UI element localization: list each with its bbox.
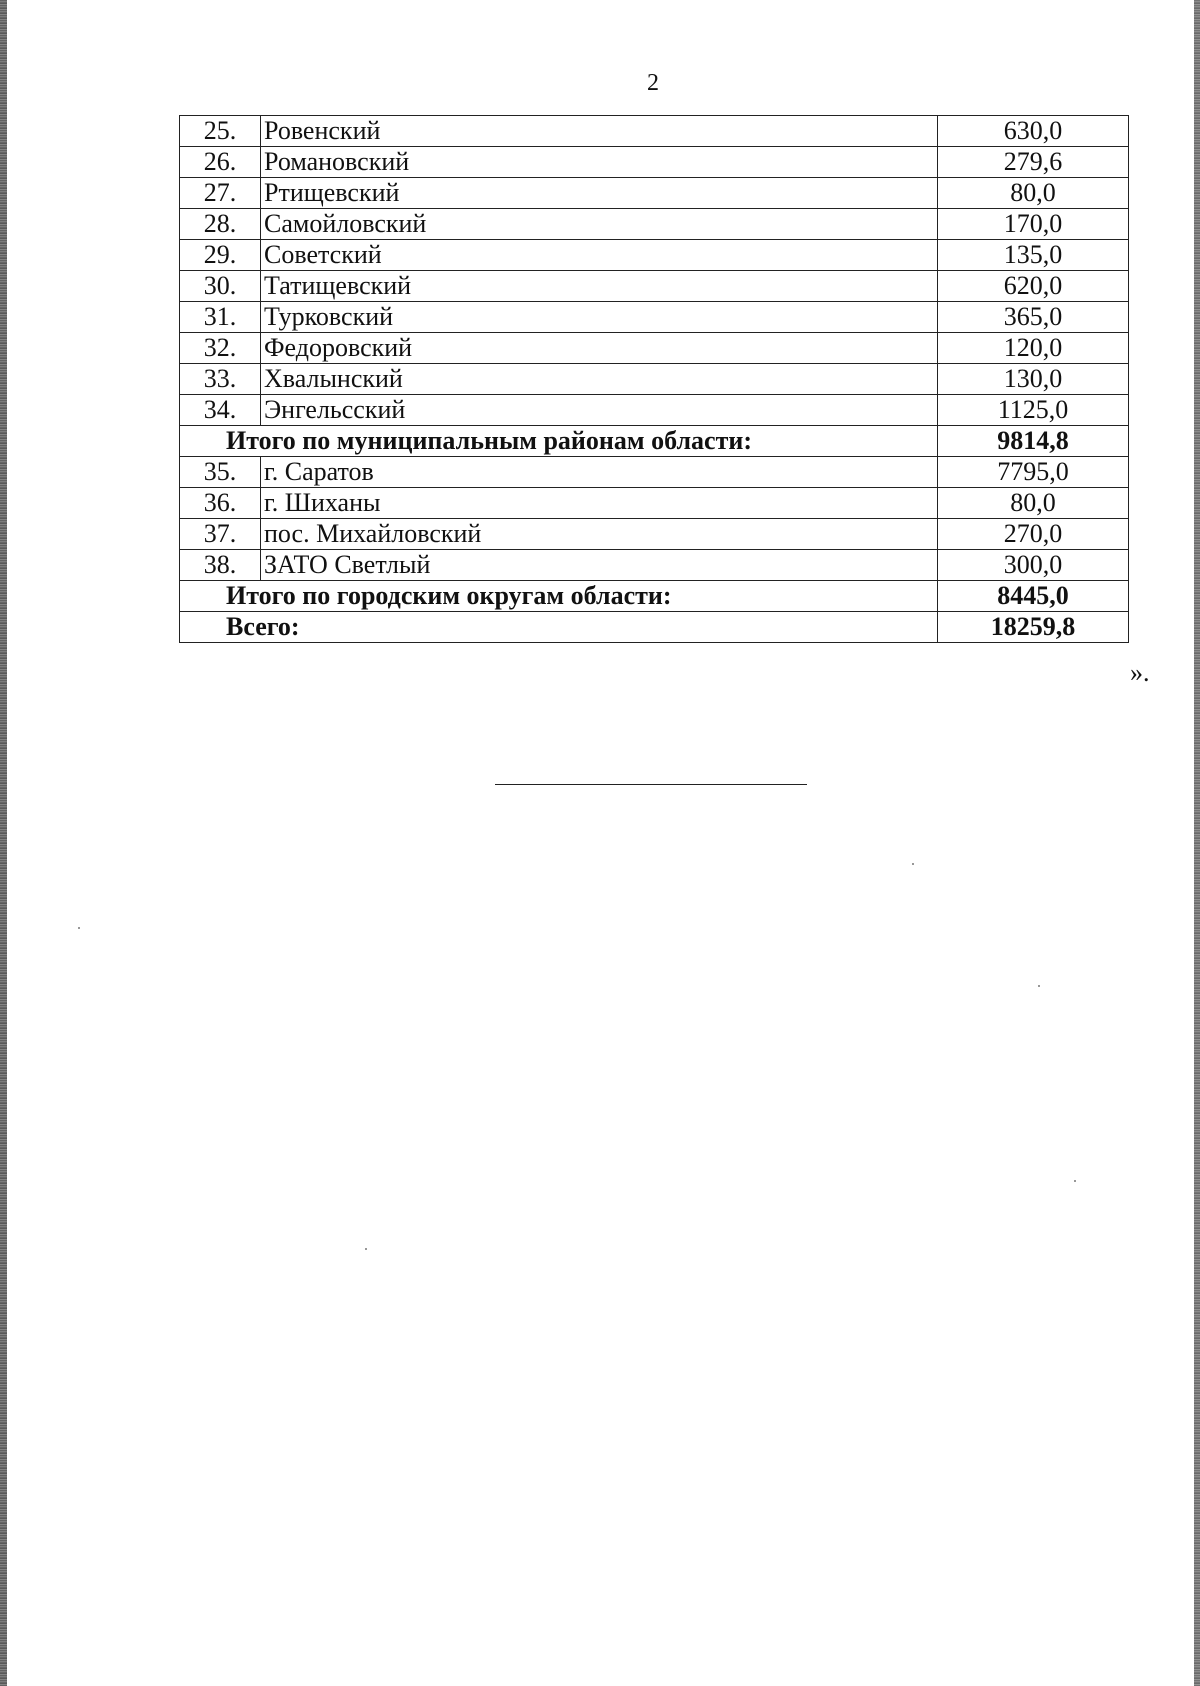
amount: 7795,0 [938,457,1129,488]
table-row [180,519,1129,550]
row-number: 33. [180,364,261,395]
row-number: 28. [180,209,261,240]
scan-edge-right [1194,0,1200,1686]
closing-quote: ». [1130,658,1150,687]
table-row [180,364,1129,395]
table-row [180,178,1129,209]
amount: 270,0 [938,519,1129,550]
end-of-document-rule [495,784,807,785]
row-number: 38. [180,550,261,581]
amount: 120,0 [938,333,1129,364]
amount: 620,0 [938,271,1129,302]
scan-edge-left [0,0,7,1686]
grand-total-row [180,612,1129,643]
table-row [180,271,1129,302]
row-number: 36. [180,488,261,519]
amount: 80,0 [938,178,1129,209]
row-number: 25. [180,116,261,147]
scan-speck [365,1248,367,1250]
district-name: Турковский [261,302,938,333]
amount: 135,0 [938,240,1129,271]
district-name: Самойловский [261,209,938,240]
district-name: Хвалынский [261,364,938,395]
amount: 300,0 [938,550,1129,581]
row-number: 37. [180,519,261,550]
district-name: Татищевский [261,271,938,302]
allocation-table-wrapper [179,115,1129,643]
table-row [180,550,1129,581]
district-name: Федоровский [261,333,938,364]
grand-total-value: 18259,8 [938,612,1129,643]
row-number: 31. [180,302,261,333]
amount: 630,0 [938,116,1129,147]
district-name: Ртищевский [261,178,938,209]
district-name: Советский [261,240,938,271]
amount: 1125,0 [938,395,1129,426]
table-row [180,333,1129,364]
table-row [180,457,1129,488]
allocation-table [179,115,1129,643]
row-number: 34. [180,395,261,426]
amount: 365,0 [938,302,1129,333]
amount: 279,6 [938,147,1129,178]
subtotal-cities-value: 8445,0 [938,581,1129,612]
scan-speck [1074,1180,1076,1182]
table-row [180,395,1129,426]
scan-speck [78,927,80,929]
row-number: 27. [180,178,261,209]
subtotal-districts-label: Итого по муниципальным районам области: [180,426,938,457]
scan-speck [912,863,914,865]
city-name: пос. Михайловский [261,519,938,550]
city-name: г. Саратов [261,457,938,488]
table-row [180,488,1129,519]
grand-total-label: Всего: [180,612,938,643]
table-row [180,240,1129,271]
table-row [180,147,1129,178]
amount: 170,0 [938,209,1129,240]
table-row [180,116,1129,147]
district-name: Энгельсский [261,395,938,426]
row-number: 30. [180,271,261,302]
scan-speck [1038,985,1040,987]
row-number: 35. [180,457,261,488]
subtotal-districts-row [180,426,1129,457]
table-row [180,302,1129,333]
subtotal-districts-value: 9814,8 [938,426,1129,457]
amount: 130,0 [938,364,1129,395]
row-number: 26. [180,147,261,178]
subtotal-cities-label: Итого по городским округам области: [180,581,938,612]
row-number: 29. [180,240,261,271]
district-name: Ровенский [261,116,938,147]
district-name: Романовский [261,147,938,178]
subtotal-cities-row [180,581,1129,612]
row-number: 32. [180,333,261,364]
amount: 80,0 [938,488,1129,519]
city-name: ЗАТО Светлый [261,550,938,581]
page-number: 2 [647,70,659,96]
city-name: г. Шиханы [261,488,938,519]
table-row [180,209,1129,240]
